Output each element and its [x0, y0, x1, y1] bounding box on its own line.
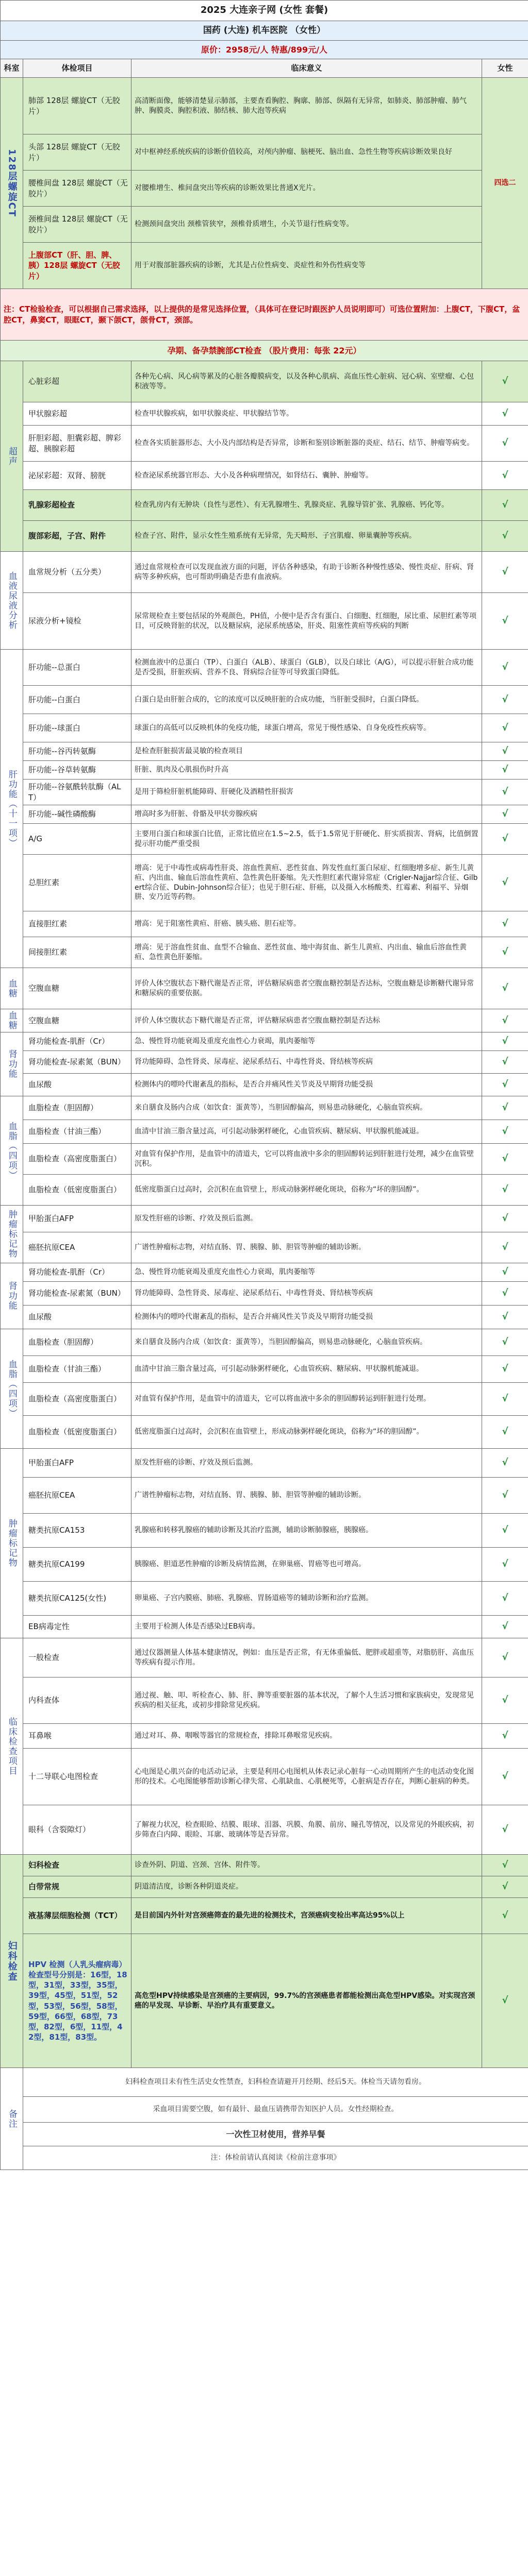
check-mark: √ — [482, 714, 528, 742]
check-mark: √ — [482, 1548, 528, 1582]
item-name: 血脂检查（高密度脂蛋白） — [23, 1144, 131, 1175]
table-row — [1, 1263, 528, 1282]
item-name: 糖类抗原CA199 — [23, 1548, 131, 1582]
item-meaning: 检测体内的嘌呤代谢紊乱的指标，是否合并痛风性关节炎及早期肾功能受损 — [131, 1074, 482, 1096]
table-row — [1, 1356, 528, 1383]
check-mark: √ — [482, 1805, 528, 1855]
check-mark: √ — [482, 1514, 528, 1548]
item-name: 白带常规 — [23, 1876, 131, 1898]
item-name: 间接胆红素 — [23, 937, 131, 968]
ct-note-row — [1, 289, 528, 341]
category-lipids-2: 血脂（四项） — [1, 1329, 23, 1449]
check-mark: √ — [482, 779, 528, 805]
check-mark: √ — [482, 1616, 528, 1638]
check-mark: √ — [482, 1934, 528, 2068]
item-meaning: 广谱性肿瘤标志物，对结直肠、胃、胰腺、肺、胆管等肿瘤的辅助诊断。 — [131, 1232, 482, 1263]
item-name: 血常规分析（五分类） — [23, 552, 131, 593]
item-name: 血尿酸 — [23, 1306, 131, 1329]
item-name: 血脂检查（低密度脂蛋白） — [23, 1175, 131, 1206]
item-meaning: 诊查外阴、阴道、宫颈、宫体、附件等。 — [131, 1855, 482, 1876]
item-meaning: 检查各实质脏器形态、大小及内部结构是否异常，诊断和鉴别诊断脏器的炎症、结石、结节、肿瘤等病变。 — [131, 426, 482, 462]
check-mark: √ — [482, 805, 528, 824]
table-row — [1, 171, 528, 207]
item-name: A/G — [23, 824, 131, 855]
table-row — [1, 1934, 528, 2068]
item-name: 妇科检查 — [23, 1855, 131, 1876]
table-row — [1, 779, 528, 805]
check-mark: √ — [482, 1898, 528, 1934]
category-ultrasound: 超声 — [1, 361, 23, 552]
item-meaning: 低密度脂蛋白过高时，会沉积在血管壁上，形成动脉粥样硬化斑块，俗称为“坏的胆固醇”。 — [131, 1416, 482, 1449]
table-row — [1, 1306, 528, 1329]
item-meaning: 检查乳房内有无肿块（良性与恶性）、有无乳腺增生、乳腺炎症、乳腺导管扩张、乳腺癌、钙化等。 — [131, 490, 482, 521]
price-line: 原价：2958元/人 特惠/899元/人 — [1, 41, 528, 59]
check-mark: √ — [482, 1051, 528, 1074]
item-name: 内科查体 — [23, 1677, 131, 1724]
check-mark: √ — [482, 761, 528, 779]
item-name: 血尿酸 — [23, 1074, 131, 1096]
category-blood: 血液尿液分析 — [1, 552, 23, 650]
item-meaning: 胰腺癌、胆道恶性肿瘤的诊断及病情监测，在卵巢癌、胃癌等也可增高。 — [131, 1548, 482, 1582]
item-name: 肝功能--谷草转氨酶 — [23, 761, 131, 779]
table-row — [1, 134, 528, 171]
item-meaning: 通过仪器测量人体基本健康情况，例如：血压是否正常，有无体重偏低、肥胖或超重等，对脂肪肝、高血压等疾病有提示作用。 — [131, 1638, 482, 1677]
item-name: 空腹血糖 — [23, 968, 131, 1009]
item-name: 肝功能--碱性磷酸酶 — [23, 805, 131, 824]
check-mark: √ — [482, 742, 528, 761]
footer-row — [1, 2097, 528, 2123]
table-row — [1, 742, 528, 761]
item-meaning: 阴道清洁度，诊断各种阴道炎症。 — [131, 1876, 482, 1898]
item-meaning: 检查泌尿系统器官形态、大小及各种病理情况，如肾结石、囊肿、肿瘤等。 — [131, 462, 482, 490]
table-row — [1, 1383, 528, 1416]
item-name: 肝功能--球蛋白 — [23, 714, 131, 742]
table-row — [1, 1638, 528, 1677]
table-row — [1, 1416, 528, 1449]
table-row — [1, 1175, 528, 1206]
col-meaning: 临床意义 — [131, 59, 482, 78]
table-row — [1, 824, 528, 855]
item-name: 腹部彩超，子宫、附件 — [23, 521, 131, 552]
item-name: 血脂检查（甘油三酯） — [23, 1120, 131, 1144]
table-row — [1, 1074, 528, 1096]
item-name: 糖类抗原CA125(女性) — [23, 1582, 131, 1616]
item-meaning: 广谱性肿瘤标志物，对结直肠、胃、胰腺、肺、胆管等肿瘤的辅助诊断。 — [131, 1478, 482, 1514]
check-mark: √ — [482, 1306, 528, 1329]
package-title: 2025 大连亲子网 (女性 套餐) — [1, 1, 528, 21]
footer-note: 妇科检查项目未有性生活史女性禁查，妇科检查请避开月经期、经后5天。体检当天请勿看房。 — [23, 2068, 528, 2097]
item-meaning: 来自膳食及肠内合成（如饮食：蛋黄等），当胆固醇偏高，则易患动脉硬化，心脑血管疾病。 — [131, 1329, 482, 1356]
table-row — [1, 361, 528, 402]
item-meaning: 肾功能障碍、急性肾炎、尿毒症、泌尿系结石、中毒性肾炎、肾结核等疾病 — [131, 1282, 482, 1306]
check-mark: √ — [482, 1144, 528, 1175]
item-meaning: 检测颈间盘突出 颈椎管狭窄，颈椎骨质增生，小关节退行性病变等。 — [131, 207, 482, 243]
table-row — [1, 1096, 528, 1120]
table-row — [1, 1051, 528, 1074]
item-meaning: 尿常规检查主要包括尿的外观颜色，PH值，小便中是否含有蛋白、白细胞、红细胞，尿比重、尿胆红素等项目，可反映肾脏的状况，以及糖尿病，泌尿系统感染，肝炎、阻塞性黄疸等疾病的判断 — [131, 593, 482, 650]
table-row — [1, 1724, 528, 1749]
item-meaning: 来自膳食及肠内合成（如饮食：蛋黄等），当胆固醇偏高，则易患动脉硬化，心脑血管疾病。 — [131, 1096, 482, 1120]
category-clinical: 临床检查项目 — [1, 1638, 23, 1855]
check-mark: √ — [482, 1638, 528, 1677]
table-row — [1, 1548, 528, 1582]
item-name: 耳鼻喉 — [23, 1724, 131, 1749]
item-meaning: 对中枢神经系统疾病的诊断价值较高，对颅内肿瘤、脑梗死、脑出血、急性生物等疾病诊断效果良好 — [131, 134, 482, 171]
check-mark: √ — [482, 1449, 528, 1478]
category-glucose: 血糖 — [1, 968, 23, 1009]
check-mark: √ — [482, 552, 528, 593]
item-name: 上腹部CT（肝、胆、脾、胰）128层 螺旋CT（无胶片） — [23, 243, 131, 289]
col-item: 体检项目 — [23, 59, 131, 78]
item-name: 泌尿彩超：双肾、膀胱 — [23, 462, 131, 490]
item-name: 甲胎蛋白AFP — [23, 1449, 131, 1478]
item-meaning: 评价人体空腹状态下糖代谢是否正常，评估糖尿病患者空腹血糖控制是否达标 — [131, 1009, 482, 1032]
item-meaning: 对血管有保护作用，是血管中的清道夫，它可以将血液中多余的胆固醇转运到肝脏进行处理，减少在血管壁沉积。 — [131, 1144, 482, 1175]
item-meaning: 各种先心病、风心病等累及的心脏各瓣膜病变，以及各种心肌病、高血压性心脏病、冠心病、室壁瘤、心包积液等等。 — [131, 361, 482, 402]
category-tumor-2: 肿瘤标记物 — [1, 1449, 23, 1638]
category-notes: 备注 — [1, 2068, 23, 2170]
item-name: 血脂检查（胆固醇） — [23, 1329, 131, 1356]
pregnancy-note: 孕期、备孕禁腕部CT检查 （股片费用：每张 22元） — [1, 341, 528, 361]
check-mark: √ — [482, 855, 528, 911]
check-mark: √ — [482, 968, 528, 1009]
item-meaning: 高危型HPV持续感染是宫颈癌的主要病因，99.7%的宫颈癌患者都能检测出高危型HPV感染。对实现宫颈癌的早发现、早诊断、早治疗具有重要意义。 — [131, 1934, 482, 2068]
table-row — [1, 761, 528, 779]
item-meaning: 肾功能障碍、急性肾炎、尿毒症、泌尿系结石、中毒性肾炎、肾结核等疾病 — [131, 1051, 482, 1074]
item-meaning: 增高：见于阻塞性黄疸、肝癌、胰头癌、胆石症等。 — [131, 911, 482, 937]
check-mark: √ — [482, 1206, 528, 1232]
check-mark: √ — [482, 1009, 528, 1032]
footer-row — [1, 2123, 528, 2146]
item-name: 眼科（含裂隙灯） — [23, 1805, 131, 1855]
table-row — [1, 243, 528, 289]
category-lipids: 血脂（四项） — [1, 1096, 23, 1206]
item-meaning: 肝脏、肌肉及心肌损伤时升高 — [131, 761, 482, 779]
item-name: 血脂检查（甘油三酯） — [23, 1356, 131, 1383]
check-mark: √ — [482, 1876, 528, 1898]
check-mark: √ — [482, 593, 528, 650]
item-name: 液基薄层细胞检测（TCT） — [23, 1898, 131, 1934]
table-row — [1, 552, 528, 593]
footer-note: 采血项目需要空腹，如有最针、最血压请携带告知医护人员。女性经期检查。 — [23, 2097, 528, 2123]
item-name: 心脏彩超 — [23, 361, 131, 402]
item-meaning: 对腰椎增生、椎间盘突出等疾病的诊断效果比普通X光片。 — [131, 171, 482, 207]
column-header-row — [1, 59, 528, 78]
table-row — [1, 911, 528, 937]
check-mark: √ — [482, 1478, 528, 1514]
footer-note: 一次性卫材使用，营养早餐 — [23, 2123, 528, 2146]
table-row — [1, 1232, 528, 1263]
check-mark: √ — [482, 1329, 528, 1356]
check-mark: √ — [482, 361, 528, 402]
item-meaning: 高清断面像，能够清楚显示肺部，主要查看胸腔、胸廓、肺部、纵隔有无异常，如肺炎、肺部肿瘤、肺气肿、胸膜炎、胸腔积液、肺结核、肺大泡等疾病 — [131, 78, 482, 134]
item-meaning: 是目前国内外针对宫颈癌筛查的最先进的检测技术，宫颈癌病变检出率高达95%以上 — [131, 1898, 482, 1934]
check-mark: √ — [482, 426, 528, 462]
item-meaning: 增高：见于溶血性贫血、血型不合输血、恶性贫血、地中海贫血、新生儿黄疸、内出血、输血后溶血性黄疸、急性黄色肝萎缩。 — [131, 937, 482, 968]
item-name: 癌胚抗原CEA — [23, 1478, 131, 1514]
item-name: 一般检查 — [23, 1638, 131, 1677]
check-mark: √ — [482, 650, 528, 686]
item-name: 血脂检查（高密度脂蛋白） — [23, 1383, 131, 1416]
category-tumor: 肿瘤标记物 — [1, 1206, 23, 1263]
table-row — [1, 521, 528, 552]
ct-note: 注：CT检验检查，可以根据自己需求选择，以上提供的是常见选择位置，（具体可在登记时跟医护人员说明即可）可选位置附加：上腹CT，下腹CT，盆腔CT，鼻窦CT，眼眶CT，颞下颌CT，颌骨CT，颈部。 — [1, 289, 528, 341]
item-meaning: 原发性肝癌的诊断、疗效及预后监测。 — [131, 1449, 482, 1478]
item-meaning: 增高：见于中毒性或病毒性肝炎、溶血性黄疸、恶性贫血、阵发性血红蛋白尿症、红细胞增多症、新生儿黄疸、内出血、输血后溶血性黄疸、急性黄色肝萎缩。先天性胆红素代谢异常症（Crigler-Najjar综合征、Gilbert综合征、Dubin-Johnson综合征）；也见于胆石症、肝癌，以及摄入水杨酸类、红霉素、利福平、异烟肼、安乃近等药物。 — [131, 855, 482, 911]
item-meaning: 原发性肝癌的诊断、疗效及预后监测。 — [131, 1206, 482, 1232]
item-name: 肝功能--白蛋白 — [23, 686, 131, 714]
item-meaning: 血清中甘油三脂含量过高，可引起动脉粥样硬化，心血管疾病、糖尿病、甲状腺机能减退。 — [131, 1120, 482, 1144]
item-name: 肾功能检查-尿素氮（BUN） — [23, 1051, 131, 1074]
footer-note: 注：体检前请认真阅读《检前注意事项》 — [23, 2146, 528, 2170]
table-row — [1, 490, 528, 521]
check-mark: √ — [482, 1282, 528, 1306]
item-name: 肝功能--总蛋白 — [23, 650, 131, 686]
item-name: 肝功能--谷氨酰转肽酶（ALT） — [23, 779, 131, 805]
category-ct: 128层螺旋CT — [1, 78, 23, 289]
item-meaning: 检测体内的嘌呤代谢紊乱的指标，是否合并痛风性关节炎及早期肾功能受损 — [131, 1306, 482, 1329]
table-row — [1, 1478, 528, 1514]
table-row — [1, 78, 528, 134]
item-meaning: 对血管有保护作用，是血管中的清道夫，它可以将血液中多余的胆固醇转运到肝脏进行处理。 — [131, 1383, 482, 1416]
item-meaning: 用于对腹部脏器疾病的诊断，尤其是占位性病变、炎症性和外伤性病变等 — [131, 243, 482, 289]
ct-choose-label: 四选二 — [482, 78, 528, 289]
item-meaning: 白蛋白是由肝脏合成的，它的浓度可以反映肝脏的合成功能，当肝脏受损时，白蛋白降低。 — [131, 686, 482, 714]
check-mark: √ — [482, 1383, 528, 1416]
table-row — [1, 1582, 528, 1616]
item-meaning: 增高时多为肝脏、骨骼及甲状旁腺疾病 — [131, 805, 482, 824]
category-kidney: 肾功能 — [1, 1032, 23, 1096]
item-meaning: 检查子宫、附件，显示女性生殖系统有无异常，先天畸形、子宫肌瘤、卵巢囊肿等疾病。 — [131, 521, 482, 552]
item-meaning: 乳腺癌和转移乳腺癌的辅助诊断及其治疗监测，辅助诊断肺腺癌，胰腺癌。 — [131, 1514, 482, 1548]
check-mark: √ — [482, 1582, 528, 1616]
item-name: HPV 检测（人乳头瘤病毒）检查型号分别是：16型，18型，31型，33型，35型，39型，45型，51型，52型，53型，56型，58型，59型，66型，68型，73型，82型，6型，11型，42型，81型，83型。 — [23, 1934, 131, 2068]
item-name: 糖类抗原CA153 — [23, 1514, 131, 1548]
table-row — [1, 1855, 528, 1876]
table-row — [1, 1449, 528, 1478]
category-kidney-2: 肾功能 — [1, 1263, 23, 1329]
item-meaning: 球蛋白的高低可以反映机体的免疫功能，球蛋白增高，常见于慢性感染、自身免疫性疾病等。 — [131, 714, 482, 742]
check-mark: √ — [482, 1855, 528, 1876]
item-meaning: 低密度脂蛋白过高时，会沉积在血管壁上，形成动脉粥样硬化斑块，俗称为“坏的胆固醇”。 — [131, 1175, 482, 1206]
item-name: 血脂检查（低密度脂蛋白） — [23, 1416, 131, 1449]
item-name: 空腹血糖 — [23, 1009, 131, 1032]
item-meaning: 通过视、触、叩、听检查心、肺、肝、脾等重要脏器的基本状况，了解个人生活习惯和家族病史，发现常见疾病的相关征兆，或初步排除常见疾病。 — [131, 1677, 482, 1724]
table-row — [1, 855, 528, 911]
footer-row — [1, 2068, 528, 2097]
item-meaning: 主要用白蛋白和球蛋白比值，正常比值应在1.5~2.5，低于1.5常见于肝硬化、肝实质损害、肾病，比值倒置提示肝功能严重受损 — [131, 824, 482, 855]
item-name: 总胆红素 — [23, 855, 131, 911]
hospital-name: 国药 (大连) 机车医院 （女性） — [1, 21, 528, 41]
table-row — [1, 968, 528, 1009]
check-mark: √ — [482, 1120, 528, 1144]
item-name: 血脂检查（胆固醇） — [23, 1096, 131, 1120]
item-name: 腰椎间盘 128层 螺旋CT（无胶片） — [23, 171, 131, 207]
table-row — [1, 1032, 528, 1051]
check-mark: √ — [482, 402, 528, 426]
table-row — [1, 1805, 528, 1855]
check-mark: √ — [482, 911, 528, 937]
check-mark: √ — [482, 1232, 528, 1263]
item-name: 肾功能检查-肌酐（Cr） — [23, 1263, 131, 1282]
check-mark: √ — [482, 521, 528, 552]
table-row — [1, 1898, 528, 1934]
item-meaning: 了解视力状况，检查眼睑、结膜、眼球、泪器、巩膜、角膜、前房、瞳孔等情况，以及常见的外眼疾病，初步筛查白内障、眼睑、耳廓、玻璃体等是否异常。 — [131, 1805, 482, 1855]
table-row — [1, 1144, 528, 1175]
check-mark: √ — [482, 1096, 528, 1120]
table-row — [1, 937, 528, 968]
table-row — [1, 686, 528, 714]
item-meaning: 主要用于检测人体是否感染过EB病毒。 — [131, 1616, 482, 1638]
table-row — [1, 650, 528, 686]
item-name: EB病毒定性 — [23, 1616, 131, 1638]
item-name: 头部 128层 螺旋CT（无胶片） — [23, 134, 131, 171]
table-row — [1, 805, 528, 824]
table-row — [1, 207, 528, 243]
check-mark: √ — [482, 937, 528, 968]
table-row — [1, 1282, 528, 1306]
table-row — [1, 1329, 528, 1356]
check-mark: √ — [482, 1074, 528, 1096]
table-row — [1, 1677, 528, 1724]
check-mark: √ — [482, 1749, 528, 1805]
item-name: 甲状腺彩超 — [23, 402, 131, 426]
table-row — [1, 1749, 528, 1805]
table-row — [1, 1009, 528, 1032]
category-liver: 肝功能（十一项） — [1, 650, 23, 968]
item-meaning: 检测血液中的总蛋白（TP）、白蛋白（ALB）、球蛋白（GLB），以及白球比（A/G），可以提示肝脏合成功能是否受损，肝脏疾病、营养不良、肾病综合征等可导致蛋白降低。 — [131, 650, 482, 686]
table-row — [1, 714, 528, 742]
item-meaning: 检查甲状腺疾病，如甲状腺炎症、甲状腺结节等。 — [131, 402, 482, 426]
item-name: 尿液分析+镜检 — [23, 593, 131, 650]
item-meaning: 血清中甘油三脂含量过高，可引起动脉粥样硬化，心血管疾病、糖尿病、甲状腺机能减退。 — [131, 1356, 482, 1383]
item-name: 肝功能--谷丙转氨酶 — [23, 742, 131, 761]
check-mark: √ — [482, 490, 528, 521]
check-mark: √ — [482, 1416, 528, 1449]
item-meaning: 急、慢性肾功能衰竭及重度充血性心力衰竭，肌肉萎缩等 — [131, 1032, 482, 1051]
item-name: 肾功能检查-肌酐（Cr） — [23, 1032, 131, 1051]
table-row — [1, 593, 528, 650]
item-name: 癌胚抗原CEA — [23, 1232, 131, 1263]
table-row — [1, 1616, 528, 1638]
col-category: 科室 — [1, 59, 23, 78]
footer-row — [1, 2146, 528, 2170]
item-name: 十二导联心电图检查 — [23, 1749, 131, 1805]
item-name: 肝胆彩超、胆囊彩超、脾彩超、胰腺彩超 — [23, 426, 131, 462]
table-row — [1, 402, 528, 426]
item-meaning: 心电图是心肌兴奋的电活动记录，主要是利用心电图机从体表记录心脏每一心动周期所产生的电活动变化图形的技术。心电图能够帮助诊断心律失常、心肌缺血、心肌梗死等，心脏病是否存在，判断心脏病的种类。 — [131, 1749, 482, 1805]
pregnancy-row — [1, 341, 528, 361]
table-row — [1, 426, 528, 462]
table-row — [1, 462, 528, 490]
table-row — [1, 1206, 528, 1232]
check-mark: √ — [482, 1263, 528, 1282]
check-mark: √ — [482, 1677, 528, 1724]
table-row — [1, 1120, 528, 1144]
category-gyn: 妇科检查 — [1, 1855, 23, 2068]
item-meaning: 通过对耳、鼻、咽喉等器官的常规检查，排除耳鼻喉常见疾病。 — [131, 1724, 482, 1749]
check-mark: √ — [482, 1032, 528, 1051]
category-glucose-2: 血糖 — [1, 1009, 23, 1032]
item-meaning: 评价人体空腹状态下糖代谢是否正常，评估糖尿病患者空腹血糖控制是否达标，空腹血糖是诊断糖代谢异常和糖尿病的重要依据。 — [131, 968, 482, 1009]
item-name: 颈椎间盘 128层 螺旋CT（无胶片） — [23, 207, 131, 243]
check-mark: √ — [482, 1356, 528, 1383]
item-meaning: 卵巢癌、子宫内膜癌、肺癌、乳腺癌、胃肠道癌等的辅助诊断和治疗监测。 — [131, 1582, 482, 1616]
item-meaning: 急、慢性肾功能衰竭及重度充血性心力衰竭，肌肉萎缩等 — [131, 1263, 482, 1282]
item-name: 肺部 128层 螺旋CT（无胶片） — [23, 78, 131, 134]
item-meaning: 是用于筛检肝脏机能障碍、肝硬化及酒精性肝损害 — [131, 779, 482, 805]
check-mark: √ — [482, 1175, 528, 1206]
check-mark: √ — [482, 686, 528, 714]
col-gender: 女性 — [482, 59, 528, 78]
check-mark: √ — [482, 462, 528, 490]
check-mark: √ — [482, 1724, 528, 1749]
item-meaning: 是检查肝脏损害最灵敏的检查项目 — [131, 742, 482, 761]
item-name: 乳腺彩超检查 — [23, 490, 131, 521]
table-row — [1, 1876, 528, 1898]
item-name: 肾功能检查-尿素氮（BUN） — [23, 1282, 131, 1306]
item-name: 直接胆红素 — [23, 911, 131, 937]
item-meaning: 通过血常规检查可以发现血液方面的问题，评估各种感染，有助于诊断各种慢性感染、慢性炎症、肝病、肾病等多种疾病，也可帮助明确是否患有血液病。 — [131, 552, 482, 593]
check-mark: √ — [482, 824, 528, 855]
item-name: 甲胎蛋白AFP — [23, 1206, 131, 1232]
table-row — [1, 1514, 528, 1548]
